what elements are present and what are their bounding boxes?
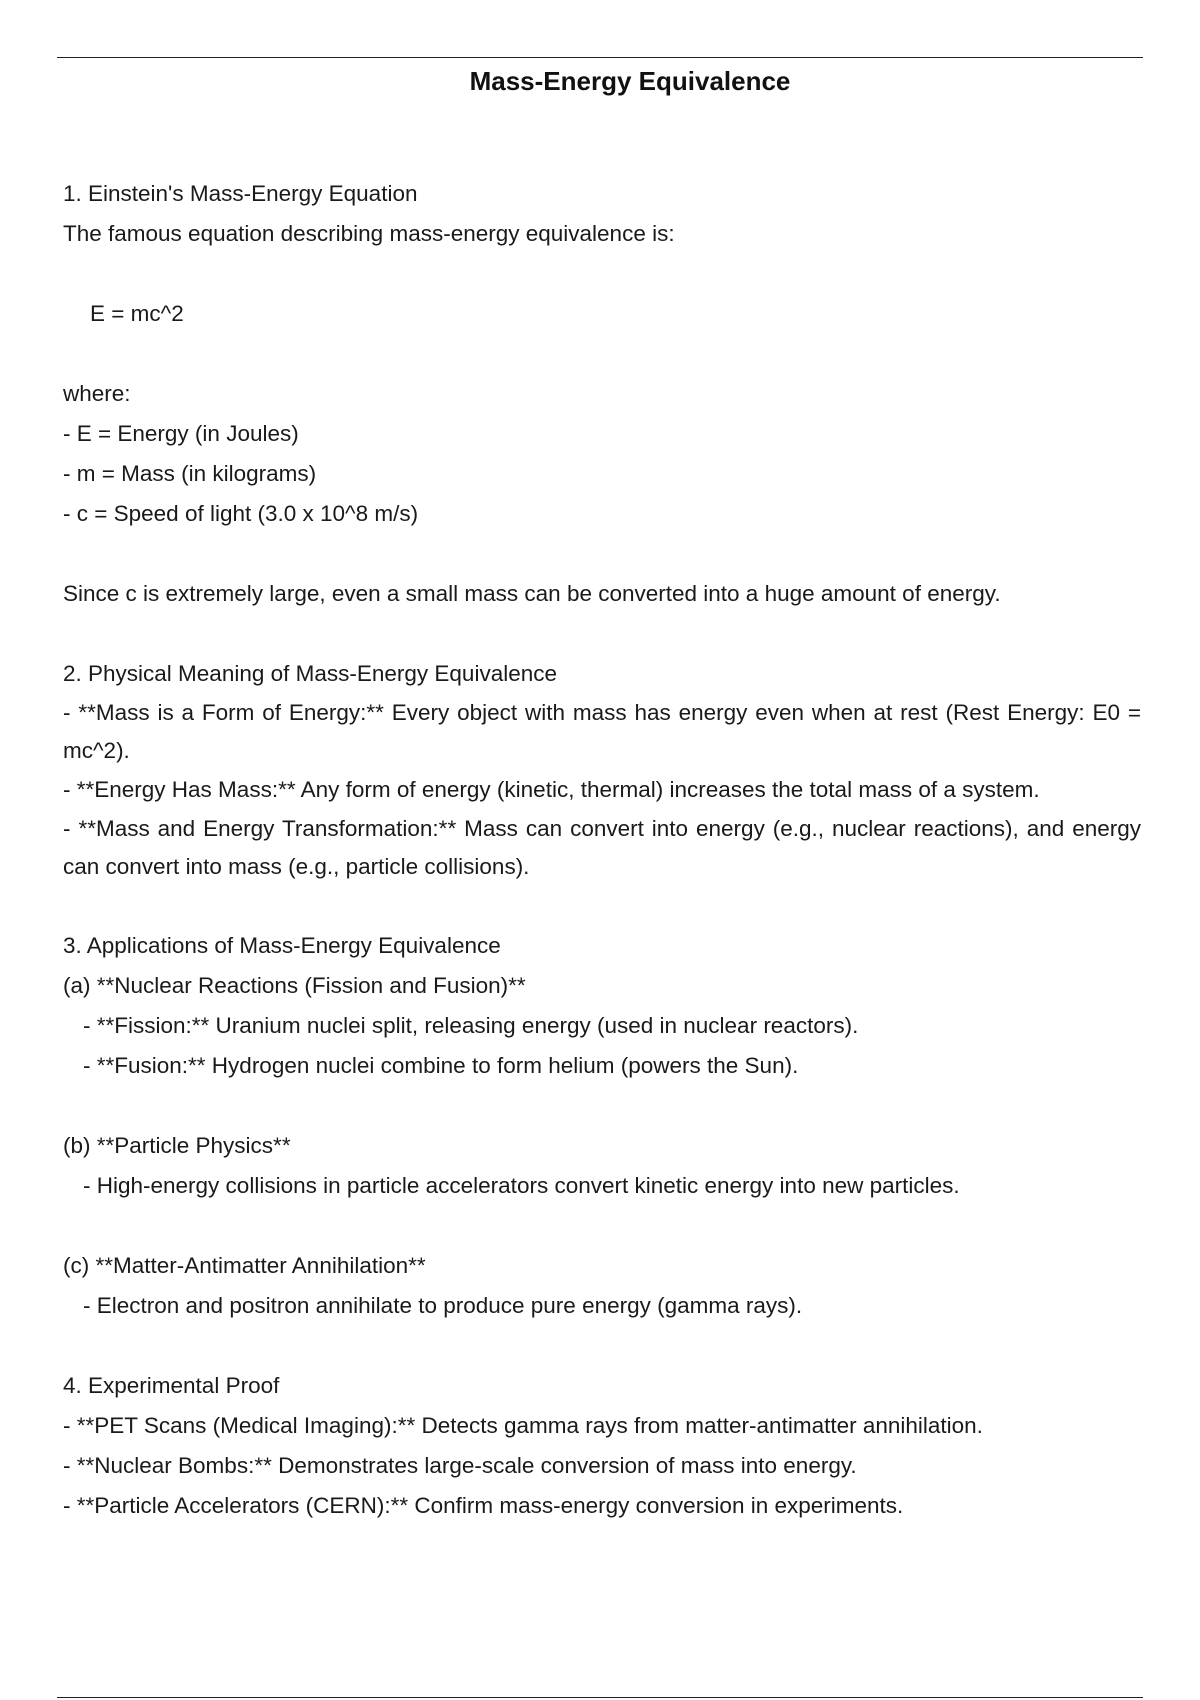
list-item: - **PET Scans (Medical Imaging):** Detects gamma rays from matter-antimatter annihilation.	[63, 1413, 983, 1438]
subsection-b-label: (b) **Particle Physics**	[63, 1133, 291, 1158]
bottom-rule	[57, 1697, 1143, 1698]
section1-note: Since c is extremely large, even a small mass can be converted into a huge amount of energy.	[63, 581, 1001, 606]
section2-heading: 2. Physical Meaning of Mass-Energy Equivalence	[63, 661, 558, 686]
list-item: - Electron and positron annihilate to produce pure energy (gamma rays).	[83, 1293, 803, 1318]
top-rule	[57, 57, 1143, 58]
definition-speed-of-light: - c = Speed of light (3.0 x 10^8 m/s)	[63, 501, 419, 526]
list-item: - **Fission:** Uranium nuclei split, releasing energy (used in nuclear reactors).	[83, 1013, 859, 1038]
list-item: - **Mass and Energy Transformation:** Mass can convert into energy (e.g., nuclear reactions), and energy can convert into mass (e.g., particle collisions).	[63, 816, 1148, 879]
subsection-a-label: (a) **Nuclear Reactions (Fission and Fusion)**	[63, 973, 526, 998]
where-label: where:	[63, 381, 131, 406]
list-item: - **Energy Has Mass:** Any form of energy (kinetic, thermal) increases the total mass of a system.	[63, 777, 1040, 802]
document-body	[63, 174, 1148, 1526]
list-item: - High-energy collisions in particle accelerators convert kinetic energy into new particles.	[83, 1173, 960, 1198]
section1-intro: The famous equation describing mass-energy equivalence is:	[63, 221, 675, 246]
definition-energy: - E = Energy (in Joules)	[63, 421, 299, 446]
section1-heading: 1. Einstein's Mass-Energy Equation	[63, 181, 418, 206]
list-item: - **Mass is a Form of Energy:** Every object with mass has energy even when at rest (Rest Energy: E0 = mc^2).	[63, 700, 1148, 763]
list-item: - **Particle Accelerators (CERN):** Confirm mass-energy conversion in experiments.	[63, 1493, 904, 1518]
section3-heading: 3. Applications of Mass-Energy Equivalence	[63, 933, 501, 958]
definition-mass: - m = Mass (in kilograms)	[63, 461, 317, 486]
list-item: - **Nuclear Bombs:** Demonstrates large-scale conversion of mass into energy.	[63, 1453, 857, 1478]
page-title: Mass-Energy Equivalence	[469, 66, 791, 96]
subsection-c-label: (c) **Matter-Antimatter Annihilation**	[63, 1253, 426, 1278]
list-item: - **Fusion:** Hydrogen nuclei combine to form helium (powers the Sun).	[83, 1053, 799, 1078]
equation: E = mc^2	[90, 301, 184, 326]
section4-heading: 4. Experimental Proof	[63, 1373, 280, 1398]
